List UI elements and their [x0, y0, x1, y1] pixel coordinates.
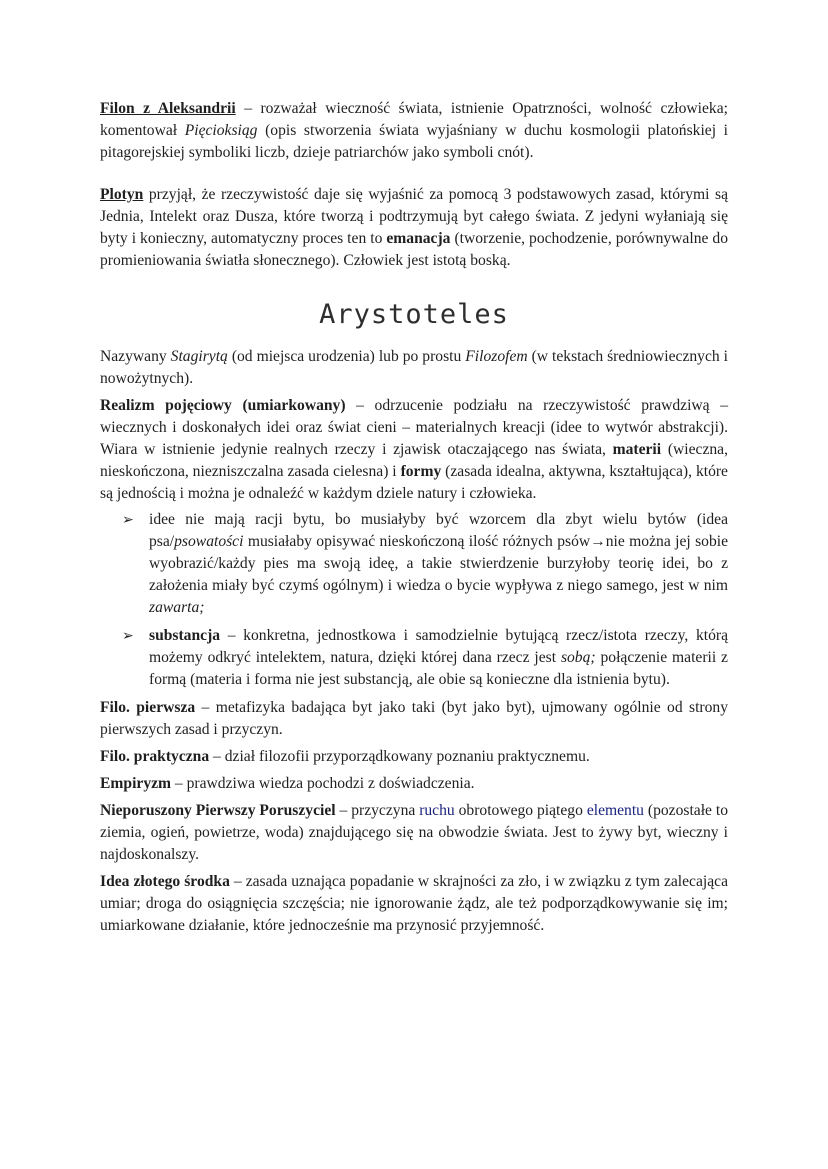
text: (tworzenie, pochodzenie, porównywalne do promieniowania światła słonecznego). Człowiek jest istotą boską.	[100, 230, 729, 269]
text: (od miejsca urodzenia) lub po prostu	[227, 348, 466, 365]
list-item	[100, 625, 728, 691]
paragraph-filo-praktyczna	[100, 746, 728, 768]
paragraph-realizm	[100, 395, 728, 505]
paragraph-nazywany	[100, 346, 728, 390]
italic-text: zawarta;	[149, 599, 205, 616]
paragraph-empiryzm	[100, 773, 728, 795]
text: obrotowego piątego	[454, 802, 587, 819]
italic-text: Stagirytą	[170, 348, 228, 365]
bold-term: Realizm pojęciowy (umiarkowany)	[100, 397, 346, 414]
italic-text: psowatości	[174, 533, 244, 550]
bold-term: Filo. praktyczna	[100, 748, 210, 765]
bold-term: formy	[400, 463, 442, 480]
italic-text: Filozofem	[465, 348, 528, 365]
bold-term: Idea złotego środka	[100, 873, 230, 890]
paragraph-filon	[100, 98, 728, 164]
bold-term: substancja	[149, 627, 221, 644]
bold-term: Empiryzm	[100, 775, 172, 792]
text: Nazywany	[100, 348, 171, 365]
bold-term: emanacja	[386, 230, 451, 247]
text: (pozostałe to ziemia, ogień, powietrze, woda) znajdującego się na obwodzie świata. Jest to żywy byt, wieczny i najdoskonalszy.	[100, 802, 728, 863]
list-item	[100, 509, 728, 619]
text: – rozważał wieczność świata, istnienie Opatrzności, wolność człowieka; komentował	[100, 100, 728, 139]
text: idee nie mają racji bytu, bo musiałyby być wzorcem dla zbyt wielu bytów (idea psa/	[149, 511, 728, 550]
bullet-list	[100, 509, 728, 691]
text: – prawdziwa wiedza pochodzi z doświadczenia.	[171, 775, 475, 792]
term-filon: Filon z Aleksandrii	[100, 100, 236, 117]
text: połączenie materii z formą (materia i forma nie jest substancją, ale obie są konieczne dla istnienia bytu).	[149, 649, 728, 688]
text: (wieczna, nieskończona, niezniszczalna zasada cielesna) i	[100, 441, 728, 480]
paragraph-plotyn	[100, 184, 728, 272]
text: – przyczyna	[335, 802, 420, 819]
paragraph-poruszyciel	[100, 800, 728, 866]
paragraph-zloty-srodek	[100, 871, 728, 937]
bold-term: Nieporuszony Pierwszy Poruszyciel	[100, 802, 336, 819]
section-heading: Arystoteles	[319, 299, 509, 330]
bold-term: Filo. pierwsza	[100, 699, 196, 716]
text: – metafizyka badająca byt jako taki (byt jako byt), ujmowany ogólnie od strony pierwszych zasad i przyczyn.	[100, 699, 728, 738]
text: – konkretna, jednostkowa i samodzielnie bytującą rzecz/istota rzeczy, którą możemy odkryć intelektem, natura, dzięki której dana rzecz jest	[149, 627, 728, 666]
link-elementu[interactable]: elementu	[586, 802, 644, 819]
text: – dział filozofii przyporządkowany poznaniu praktycznemu.	[209, 748, 590, 765]
text: (opis stworzenia świata wyjaśniany w duchu kosmologii platońskiej i pitagorejskiej symboliki liczb, dzieje patriarchów jako symboli cnót).	[100, 122, 728, 161]
text: musiałaby opisywać nieskończoną ilość różnych psów→nie można jej sobie wyobrazić/każdy pies ma swoją ideę, a takie stwierdzenie burzyłoby teorię idei, bo z założenia miały być czymś ogólnym) i wiedza o bycie wypływa z niego samego, jest w nim	[149, 533, 728, 594]
italic-text: Pięcioksiąg	[184, 122, 258, 139]
italic-text: sobą;	[560, 649, 596, 666]
arrowhead-bullet-icon: ➢	[122, 512, 134, 528]
text: (w tekstach średniowiecznych i nowożytnych).	[100, 348, 728, 387]
text: – zasada uznająca popadanie w skrajności za zło, i w związku z tym zalecająca umiar; droga do osiągnięcia szczęścia; nie ignorowanie żądz, ale też podporządkowywanie się im; umiarkowane działanie, które jednocześnie ma przynosić przyjemność.	[100, 873, 728, 934]
paragraph-filo-pierwsza	[100, 697, 728, 741]
text: (zasada idealna, aktywna, kształtująca), które są jednością i można je odnaleźć w każdym dziele natury i człowieka.	[100, 463, 728, 502]
text: – odrzucenie podziału na rzeczywistość prawdziwą – wiecznych i doskonałych idei oraz świat cieni – materialnych kreacji (idee to wytwór abstrakcji). Wiara w istnienie jedynie realnych rzeczy i zjawisk otaczającego nas świata,	[100, 397, 728, 458]
arrowhead-bullet-icon: ➢	[122, 628, 134, 644]
term-plotyn: Plotyn	[100, 186, 144, 203]
text: przyjął, że rzeczywistość daje się wyjaśnić za pomocą 3 podstawowych zasad, którymi są Jednia, Intelekt oraz Dusza, które tworzą i podtrzymują byt całego świata. Z jedyni wyłaniają się byty i konieczny, automatyczny proces ten to	[100, 186, 728, 247]
link-ruchu[interactable]: ruchu	[419, 802, 455, 819]
bold-term: materii	[612, 441, 662, 458]
